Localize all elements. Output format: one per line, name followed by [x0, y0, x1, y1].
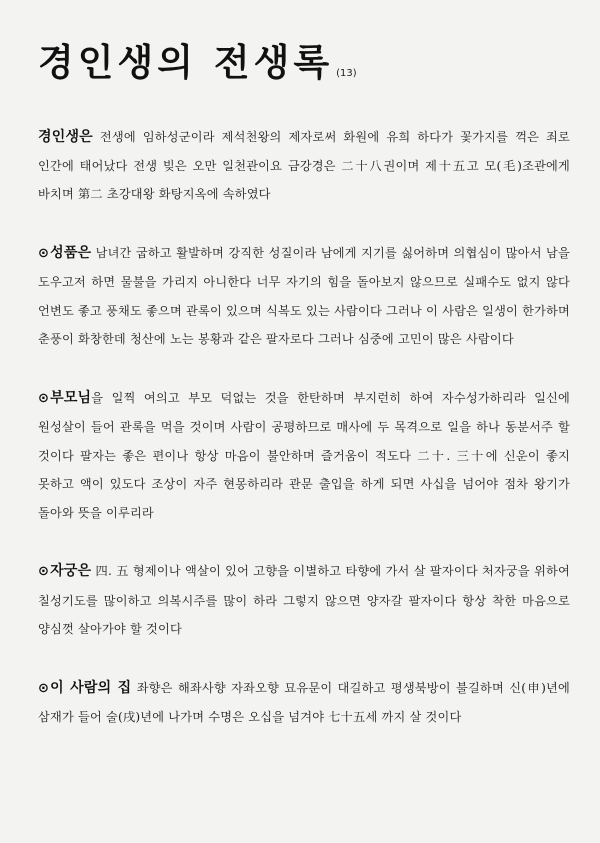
section-intro [38, 123, 570, 209]
section-text: 을 일찍 여의고 부모 덕없는 것을 한탄하며 부지런히 하여 자수성가하리라 일신에 원성살이 들어 관록을 먹을 것이며 사람이 공평하므로 매사에 두 목격으로 일을 하나 동분서주 할 것이다 팔자는 좋은 편이나 항상 마음이 불안하며 즐거움이 적도다 二十. 三十에 신운이 좋지 못하고 액이 있도다 조상이 자주 현몽하리라 관문 출입을 하게 되면 사십을 넘어야 점차 왕기가 돌아와 뜻을 이루리라 [38, 390, 570, 520]
section-text: 좌향은 해좌사향 자좌오향 묘유문이 대길하고 평생북방이 불길하며 신(申)년에 삼재가 들어 술(戌)년에 나가며 수명은 오십을 넘겨야 七十五세 까지 살 것이다 [38, 680, 570, 724]
section-personality [38, 239, 570, 354]
title-row [38, 41, 570, 84]
section-lead: 성품은 [50, 244, 92, 261]
page-title: 경인생의 전생록 [38, 41, 334, 84]
section-parents [38, 384, 570, 528]
section-children [38, 557, 570, 644]
bullet-icon: ⊙ [38, 680, 50, 696]
bullet-icon: ⊙ [38, 564, 50, 579]
bullet-icon: ⊙ [38, 245, 50, 261]
section-text: 四. 五 형제이나 액살이 있어 고향을 이별하고 타향에 가서 살 팔자이다 처자궁을 위하여 칠성기도를 많이하고 의복시주를 많이 하라 그렇지 않으면 양자갈 팔자이다 항상 착한 마음으로 양심껏 살아가야 할 것이다 [38, 564, 570, 636]
bullet-icon: ⊙ [38, 390, 50, 406]
section-lead: 자궁은 [50, 563, 92, 579]
section-lead: 이 사람의 집 [50, 679, 132, 696]
page-number: (13) [336, 68, 357, 79]
section-house [38, 674, 570, 732]
section-lead: 경인생은 [38, 129, 93, 145]
section-text: 남녀간 굽하고 활발하며 강직한 성질이라 남에게 지기를 싫어하며 의협심이 많아서 남을 도우고저 하면 물불을 가리지 아니한다 너무 자기의 힘을 돌아보지 않으므로 실패수도 없지 않다 언변도 좋고 풍채도 좋으며 관록이 있으며 식복도 있는 사람이다 그러나 이 사람은 일생이 한가하며 춘풍이 화창한데 청산에 노는 봉황과 같은 팔자로다 그러나 심중에 고민이 많은 사람이다 [38, 245, 570, 346]
section-lead: 부모님 [50, 389, 92, 406]
section-text: 전생에 임하성군이라 제석천왕의 제자로써 화원에 유희 하다가 꽃가지를 꺽은 죄로 인간에 태어났다 전생 빚은 오만 일천관이요 금강경은 二十八권이며 제十五고 모(毛)조관에게 바치며 第二 초강대왕 화탕지옥에 속하였다 [38, 130, 570, 201]
